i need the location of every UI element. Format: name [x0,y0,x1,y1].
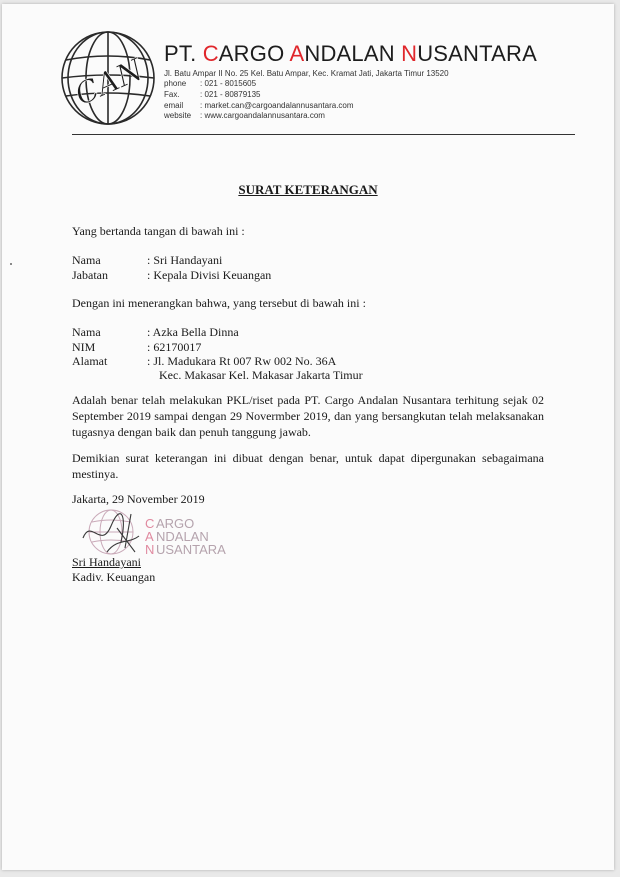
subject-nim-label: NIM [72,340,96,354]
header-divider [72,134,575,135]
company-contacts [164,79,354,122]
company-address: Jl. Batu Ampar II No. 25 Kel. Batu Ampar, Kec. Kramat Jati, Jakarta Timur 13520 [164,69,449,78]
signatory-position-value: : Kepala Divisi Keuangan [147,268,272,282]
company-name: PT. CARGO ANDALAN NUSANTARA [164,41,537,66]
signer-position: Kadiv. Keuangan [72,570,156,584]
signatory-name-value: : Sri Handayani [147,253,223,267]
svg-text:C: C [145,516,155,531]
subject-name-label: Nama [72,325,101,339]
svg-text:CAN: CAN [69,52,149,114]
signatory-name-label: Nama [72,253,101,267]
statement-text: Dengan ini menerangkan bahwa, yang tersebut di bawah ini : [72,296,366,310]
contact-fax: Fax. : 021 - 80879135 [164,89,261,99]
scan-speck [10,263,12,265]
subject-address-line2: Kec. Makasar Kel. Makasar Jakarta Timur [159,368,363,382]
subject-address-label: Alamat [72,354,108,368]
svg-text:A: A [145,529,154,544]
signer-name: Sri Handayani [72,555,141,569]
letter-page [2,4,614,870]
place-date: Jakarta, 29 November 2019 [72,492,205,506]
subject-nim-value: : 62170017 [147,340,202,354]
body-paragraph-2: Demikian surat keterangan ini dibuat dengan benar, untuk dapat dipergunakan sebagaimana mestinya. [72,451,544,481]
letter-title: SURAT KETERANGAN [238,182,378,197]
svg-text:N: N [145,542,155,557]
company-logo-globe [52,22,164,134]
body-paragraph-1: Adalah benar telah melakukan PKL/riset pada PT. Cargo Andalan Nusantara terhitung sejak 02 September 2019 sampai dengan 29 Novermber 2019, dan yang bersangkutan telah melaksanakan tugasnya dengan baik dan penuh tanggung jawab. [72,393,544,439]
subject-address-line1: : Jl. Madukara Rt 007 Rw 002 No. 36A [147,354,337,368]
subject-name-value: : Azka Bella Dinna [147,325,239,339]
contact-phone: phone : 021 - 8015605 [164,79,257,88]
contact-website: website : www.cargoandalannusantara.com [164,111,325,121]
contact-email: email : market.can@cargoandalannusantara.com [164,100,354,110]
signature-scribble [83,514,139,552]
intro-text: Yang bertanda tangan di bawah ini : [72,224,245,238]
signatory-position-label: Jabatan [72,268,108,282]
svg-text:NDALAN: NDALAN [156,529,209,544]
svg-text:USANTARA: USANTARA [156,542,226,557]
svg-text:ARGO: ARGO [156,516,195,531]
